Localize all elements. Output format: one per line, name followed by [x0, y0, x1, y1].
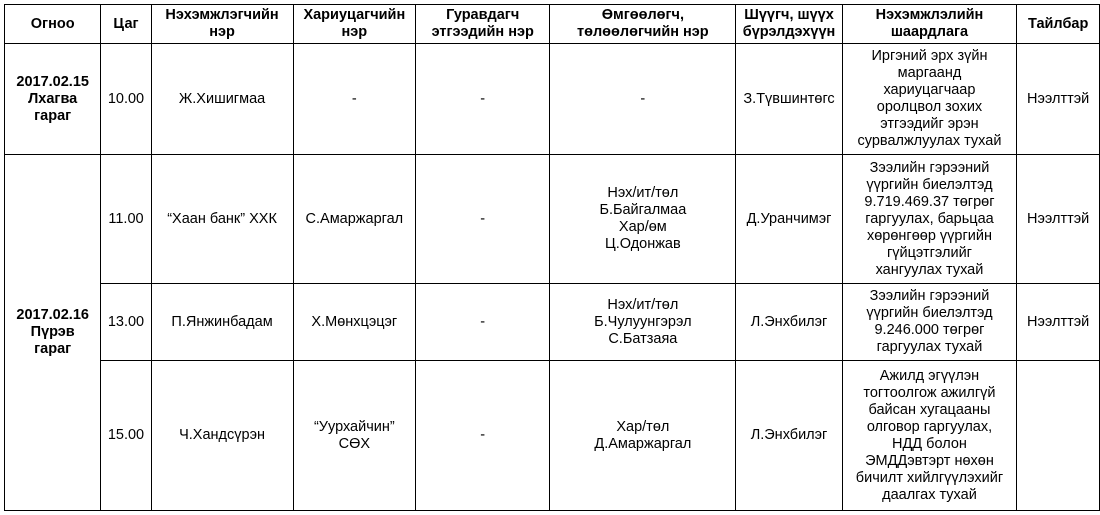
table-row [5, 155, 1100, 284]
defendant-cell: Х.Мөнхцэцэг [293, 284, 416, 361]
header-defendant: Хариуцагчийн нэр [293, 5, 416, 44]
time-cell: 10.00 [101, 44, 151, 155]
header-note: Тайлбар [1017, 5, 1100, 44]
third-party-cell: - [416, 44, 550, 155]
claim-cell: Ажилд эгүүлэн тогтоолгож ажилгүй байсан хугацааны олговор гаргуулах, НДД болон ЭМДДэвтэрт нөхөн бичилт хийлгүүлэхийг даалгах тухай [842, 361, 1017, 511]
date-cell: 2017.02.15 Лхагва гараг [5, 44, 101, 155]
judge-cell: З.Түвшинтөгс [736, 44, 842, 155]
claim-cell: Иргэний эрх зүйн маргаанд хариуцагчаар оролцвол зохих этгээдийг эрэн сурвалжлуулах тухай [842, 44, 1017, 155]
defendant-cell: - [293, 44, 416, 155]
court-schedule-table [4, 4, 1100, 511]
table-row [5, 284, 1100, 361]
defendant-cell: С.Амаржаргал [293, 155, 416, 284]
third-party-cell: - [416, 361, 550, 511]
time-cell: 11.00 [101, 155, 151, 284]
lawyer-cell: Нэх/ит/төл Б.Чулуунгэрэл С.Батзаяа [550, 284, 736, 361]
plaintiff-cell: П.Янжинбадам [151, 284, 293, 361]
claim-cell: Зээлийн гэрээний үүргийн биелэлтэд 9.719.469.37 төгрөг гаргуулах, барьцаа хөрөнгөөр үүргийн гүйцэтгэлийг хангуулах тухай [842, 155, 1017, 284]
date-cell: 2017.02.16 Пүрэв гараг [5, 155, 101, 511]
header-claim: Нэхэмжлэлийн шаардлага [842, 5, 1017, 44]
judge-cell: Д.Уранчимэг [736, 155, 842, 284]
plaintiff-cell: “Хаан банк” ХХК [151, 155, 293, 284]
header-date: Огноо [5, 5, 101, 44]
table-row [5, 361, 1100, 511]
note-cell: Нээлттэй [1017, 155, 1100, 284]
third-party-cell: - [416, 284, 550, 361]
plaintiff-cell: Ч.Хандсүрэн [151, 361, 293, 511]
judge-cell: Л.Энхбилэг [736, 361, 842, 511]
header-time: Цаг [101, 5, 151, 44]
judge-cell: Л.Энхбилэг [736, 284, 842, 361]
note-cell: Нээлттэй [1017, 284, 1100, 361]
time-cell: 15.00 [101, 361, 151, 511]
header-row [5, 5, 1100, 44]
note-cell [1017, 361, 1100, 511]
header-third-party: Гуравдагч этгээдийн нэр [416, 5, 550, 44]
header-plaintiff: Нэхэмжлэгчийн нэр [151, 5, 293, 44]
header-judge: Шүүгч, шүүх бүрэлдэхүүн [736, 5, 842, 44]
lawyer-cell: Хар/төл Д.Амаржаргал [550, 361, 736, 511]
plaintiff-cell: Ж.Хишигмаа [151, 44, 293, 155]
note-cell: Нээлттэй [1017, 44, 1100, 155]
defendant-cell: “Уурхайчин” СӨХ [293, 361, 416, 511]
time-cell: 13.00 [101, 284, 151, 361]
third-party-cell: - [416, 155, 550, 284]
claim-cell: Зээлийн гэрээний үүргийн биелэлтэд 9.246.000 төгрөг гаргуулах тухай [842, 284, 1017, 361]
lawyer-cell: - [550, 44, 736, 155]
lawyer-cell: Нэх/ит/төл Б.Байгалмаа Хар/өм Ц.Одонжав [550, 155, 736, 284]
header-lawyer: Өмгөөлөгч, төлөөлөгчийн нэр [550, 5, 736, 44]
table-row [5, 44, 1100, 155]
